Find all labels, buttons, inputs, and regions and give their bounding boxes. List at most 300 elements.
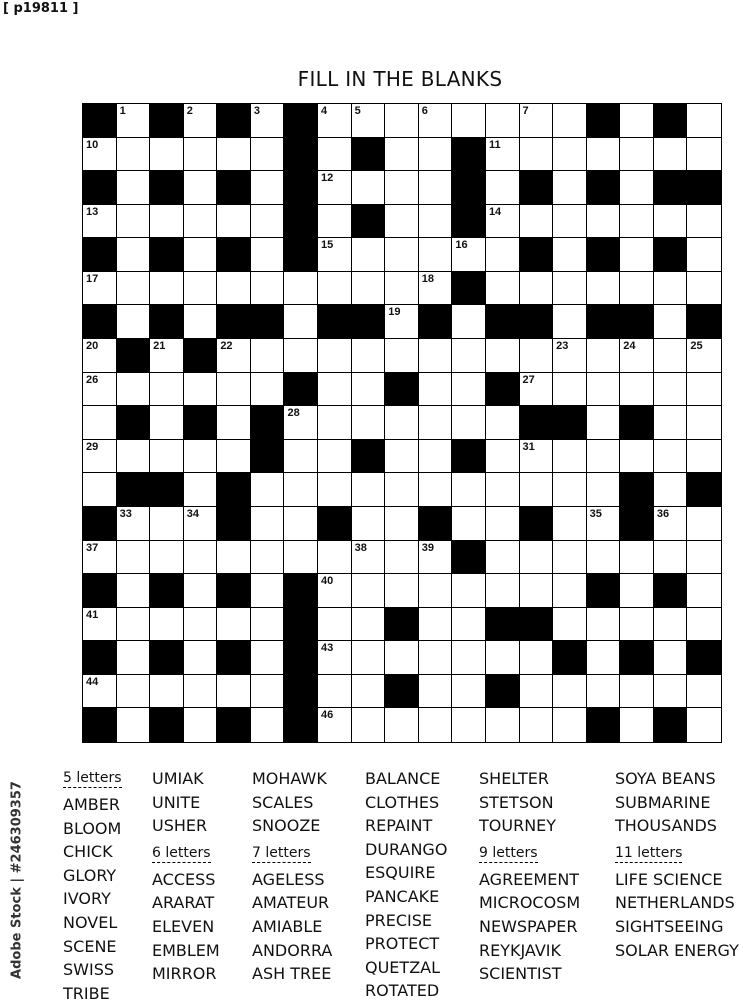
grid-cell[interactable] — [587, 440, 621, 474]
grid-cell[interactable] — [587, 205, 621, 239]
clue-number: 39 — [421, 541, 435, 554]
grid-cell[interactable] — [620, 440, 654, 474]
grid-cell[interactable] — [452, 473, 486, 507]
grid-cell[interactable] — [385, 473, 419, 507]
grid-cell[interactable] — [486, 272, 520, 306]
grid-cell[interactable] — [117, 574, 151, 608]
grid-cell[interactable] — [83, 205, 117, 239]
grid-cell[interactable] — [117, 675, 151, 709]
grid-cell[interactable] — [150, 507, 184, 541]
grid-cell[interactable] — [452, 339, 486, 373]
grid-cell[interactable] — [687, 541, 721, 575]
grid-cell[interactable] — [184, 541, 218, 575]
grid-cell[interactable] — [352, 608, 386, 642]
grid-cell[interactable] — [520, 675, 554, 709]
grid-cell[interactable] — [117, 305, 151, 339]
word-length-header: 7 letters — [252, 844, 311, 861]
grid-cell[interactable] — [553, 373, 587, 407]
grid-cell[interactable] — [150, 339, 184, 373]
grid-cell[interactable] — [251, 339, 285, 373]
grid-cell[interactable] — [385, 305, 419, 339]
grid-cell[interactable] — [654, 339, 688, 373]
grid-cell[interactable] — [217, 205, 251, 239]
grid-cell[interactable] — [385, 138, 419, 172]
grid-cell[interactable] — [217, 541, 251, 575]
grid-cell[interactable] — [352, 641, 386, 675]
grid-cell[interactable] — [520, 272, 554, 306]
grid-cell[interactable] — [83, 440, 117, 474]
grid-cell[interactable] — [318, 708, 352, 742]
grid-cell[interactable] — [486, 104, 520, 138]
grid-cell[interactable] — [284, 305, 318, 339]
grid-cell[interactable] — [184, 473, 218, 507]
grid-cell[interactable] — [284, 440, 318, 474]
grid-cell[interactable] — [419, 440, 453, 474]
grid-cell[interactable] — [251, 205, 285, 239]
grid-cell[interactable] — [150, 138, 184, 172]
black-cell — [150, 171, 184, 205]
grid-cell[interactable] — [520, 708, 554, 742]
grid-cell[interactable] — [83, 138, 117, 172]
grid-cell[interactable] — [486, 541, 520, 575]
grid-cell[interactable] — [654, 507, 688, 541]
grid-cell[interactable] — [687, 373, 721, 407]
grid-cell[interactable] — [284, 272, 318, 306]
grid-cell[interactable] — [251, 608, 285, 642]
grid-cell[interactable] — [687, 272, 721, 306]
grid-cell[interactable] — [553, 272, 587, 306]
grid-cell[interactable] — [83, 608, 117, 642]
clue-number: 34 — [186, 507, 199, 520]
black-cell — [150, 305, 184, 339]
grid-cell[interactable] — [318, 473, 352, 507]
grid-cell[interactable] — [352, 541, 386, 575]
grid-cell[interactable] — [654, 138, 688, 172]
grid-cell[interactable] — [352, 473, 386, 507]
grid-cell[interactable] — [520, 104, 554, 138]
black-cell — [520, 171, 554, 205]
black-cell — [150, 104, 184, 138]
grid-cell[interactable] — [217, 138, 251, 172]
grid-cell[interactable] — [150, 541, 184, 575]
black-cell — [217, 641, 251, 675]
crossword-grid — [82, 103, 722, 743]
grid-cell[interactable] — [553, 339, 587, 373]
black-cell — [486, 608, 520, 642]
grid-cell[interactable] — [150, 406, 184, 440]
grid-cell[interactable] — [654, 373, 688, 407]
grid-cell[interactable] — [452, 641, 486, 675]
grid-cell[interactable] — [352, 339, 386, 373]
clue-number: 29 — [86, 440, 99, 453]
grid-cell[interactable] — [318, 641, 352, 675]
grid-cell[interactable] — [284, 473, 318, 507]
grid-cell[interactable] — [352, 104, 386, 138]
grid-cell[interactable] — [587, 138, 621, 172]
grid-cell[interactable] — [385, 205, 419, 239]
grid-cell[interactable] — [217, 406, 251, 440]
grid-cell[interactable] — [318, 138, 352, 172]
grid-cell[interactable] — [352, 171, 386, 205]
grid-cell[interactable] — [520, 574, 554, 608]
grid-cell[interactable] — [184, 305, 218, 339]
grid-cell[interactable] — [486, 138, 520, 172]
grid-cell[interactable] — [184, 574, 218, 608]
grid-cell[interactable] — [620, 104, 654, 138]
grid-cell[interactable] — [284, 507, 318, 541]
grid-cell[interactable] — [117, 205, 151, 239]
grid-cell[interactable] — [385, 339, 419, 373]
grid-cell[interactable] — [553, 608, 587, 642]
grid-cell[interactable] — [284, 339, 318, 373]
grid-cell[interactable] — [117, 373, 151, 407]
word-length-header: 6 letters — [152, 844, 211, 861]
grid-cell[interactable] — [184, 708, 218, 742]
grid-cell[interactable] — [687, 708, 721, 742]
grid-cell[interactable] — [620, 608, 654, 642]
grid-cell[interactable] — [385, 541, 419, 575]
grid-cell[interactable] — [217, 272, 251, 306]
grid-cell[interactable] — [419, 272, 453, 306]
grid-cell[interactable] — [419, 339, 453, 373]
grid-cell[interactable] — [419, 205, 453, 239]
grid-cell[interactable] — [620, 171, 654, 205]
grid-cell[interactable] — [352, 373, 386, 407]
grid-cell[interactable] — [217, 675, 251, 709]
grid-cell[interactable] — [385, 574, 419, 608]
grid-cell[interactable] — [251, 473, 285, 507]
grid-cell[interactable] — [251, 104, 285, 138]
grid-cell[interactable] — [419, 608, 453, 642]
grid-cell[interactable] — [654, 473, 688, 507]
grid-cell[interactable] — [251, 675, 285, 709]
grid-cell[interactable] — [352, 238, 386, 272]
grid-cell[interactable] — [654, 641, 688, 675]
grid-cell[interactable] — [520, 205, 554, 239]
grid-cell[interactable] — [620, 675, 654, 709]
grid-cell[interactable] — [318, 339, 352, 373]
black-cell — [654, 708, 688, 742]
grid-cell[interactable] — [117, 541, 151, 575]
grid-cell[interactable] — [486, 507, 520, 541]
grid-cell[interactable] — [117, 272, 151, 306]
grid-cell[interactable] — [284, 406, 318, 440]
grid-cell[interactable] — [486, 406, 520, 440]
grid-cell[interactable] — [251, 272, 285, 306]
grid-cell[interactable] — [654, 406, 688, 440]
grid-cell[interactable] — [184, 104, 218, 138]
grid-cell[interactable] — [117, 238, 151, 272]
grid-cell[interactable] — [352, 406, 386, 440]
grid-cell[interactable] — [452, 608, 486, 642]
grid-cell[interactable] — [184, 205, 218, 239]
grid-cell[interactable] — [587, 541, 621, 575]
grid-cell[interactable] — [83, 339, 117, 373]
grid-cell[interactable] — [318, 104, 352, 138]
grid-cell[interactable] — [217, 608, 251, 642]
grid-cell[interactable] — [419, 171, 453, 205]
grid-cell[interactable] — [452, 675, 486, 709]
grid-cell[interactable] — [553, 104, 587, 138]
grid-cell[interactable] — [620, 541, 654, 575]
grid-cell[interactable] — [150, 205, 184, 239]
clue-number: 2 — [186, 105, 193, 117]
grid-cell[interactable] — [687, 406, 721, 440]
word-list-item: ANDORRA — [252, 940, 333, 960]
grid-cell[interactable] — [150, 373, 184, 407]
word-length-header: 9 letters — [479, 844, 538, 861]
grid-cell[interactable] — [419, 138, 453, 172]
grid-cell[interactable] — [251, 541, 285, 575]
grid-cell[interactable] — [553, 171, 587, 205]
grid-cell[interactable] — [587, 473, 621, 507]
grid-cell[interactable] — [318, 440, 352, 474]
grid-cell[interactable] — [587, 373, 621, 407]
grid-cell[interactable] — [251, 708, 285, 742]
grid-cell[interactable] — [318, 574, 352, 608]
grid-cell[interactable] — [486, 574, 520, 608]
grid-cell[interactable] — [251, 574, 285, 608]
grid-cell[interactable] — [419, 641, 453, 675]
black-cell — [150, 708, 184, 742]
black-cell — [452, 272, 486, 306]
grid-cell[interactable] — [620, 238, 654, 272]
grid-cell[interactable] — [385, 238, 419, 272]
grid-cell[interactable] — [419, 238, 453, 272]
grid-cell[interactable] — [318, 272, 352, 306]
grid-cell[interactable] — [587, 339, 621, 373]
grid-cell[interactable] — [654, 440, 688, 474]
grid-cell[interactable] — [83, 473, 117, 507]
grid-cell[interactable] — [486, 205, 520, 239]
word-list-item: SWISS — [63, 960, 115, 980]
grid-cell[interactable] — [385, 440, 419, 474]
grid-cell[interactable] — [150, 440, 184, 474]
grid-cell[interactable] — [318, 675, 352, 709]
grid-cell[interactable] — [352, 708, 386, 742]
grid-cell[interactable] — [452, 238, 486, 272]
grid-cell[interactable] — [117, 104, 151, 138]
grid-cell[interactable] — [687, 507, 721, 541]
grid-cell[interactable] — [318, 406, 352, 440]
grid-cell[interactable] — [251, 171, 285, 205]
grid-cell[interactable] — [620, 205, 654, 239]
black-cell — [654, 171, 688, 205]
grid-cell[interactable] — [184, 373, 218, 407]
word-list-item: ROTATED — [365, 981, 440, 1001]
grid-cell[interactable] — [318, 205, 352, 239]
grid-cell[interactable] — [352, 574, 386, 608]
grid-cell[interactable] — [352, 675, 386, 709]
grid-cell[interactable] — [419, 708, 453, 742]
grid-cell[interactable] — [452, 104, 486, 138]
grid-cell[interactable] — [654, 675, 688, 709]
grid-cell[interactable] — [184, 440, 218, 474]
grid-cell[interactable] — [117, 708, 151, 742]
grid-cell[interactable] — [318, 238, 352, 272]
grid-cell[interactable] — [385, 406, 419, 440]
word-list-item: NETHERLANDS — [615, 893, 735, 913]
grid-cell[interactable] — [620, 574, 654, 608]
grid-cell[interactable] — [217, 373, 251, 407]
grid-cell[interactable] — [486, 171, 520, 205]
grid-cell[interactable] — [385, 507, 419, 541]
grid-cell[interactable] — [117, 608, 151, 642]
grid-cell[interactable] — [620, 708, 654, 742]
grid-cell[interactable] — [520, 373, 554, 407]
grid-cell[interactable] — [687, 205, 721, 239]
grid-cell[interactable] — [352, 272, 386, 306]
grid-cell[interactable] — [117, 138, 151, 172]
grid-cell[interactable] — [150, 675, 184, 709]
grid-cell[interactable] — [654, 541, 688, 575]
grid-cell[interactable] — [217, 339, 251, 373]
grid-cell[interactable] — [452, 507, 486, 541]
grid-cell[interactable] — [419, 574, 453, 608]
grid-cell[interactable] — [385, 708, 419, 742]
grid-cell[interactable] — [385, 171, 419, 205]
grid-cell[interactable] — [654, 272, 688, 306]
grid-cell[interactable] — [620, 373, 654, 407]
grid-cell[interactable] — [385, 272, 419, 306]
grid-cell[interactable] — [486, 641, 520, 675]
grid-cell[interactable] — [654, 608, 688, 642]
grid-cell[interactable] — [83, 272, 117, 306]
grid-cell[interactable] — [587, 272, 621, 306]
grid-cell[interactable] — [419, 406, 453, 440]
grid-cell[interactable] — [553, 507, 587, 541]
grid-cell[interactable] — [184, 171, 218, 205]
grid-cell[interactable] — [184, 238, 218, 272]
grid-cell[interactable] — [520, 473, 554, 507]
grid-cell[interactable] — [687, 574, 721, 608]
grid-cell[interactable] — [251, 238, 285, 272]
black-cell — [217, 305, 251, 339]
grid-cell[interactable] — [117, 507, 151, 541]
grid-cell[interactable] — [520, 339, 554, 373]
black-cell — [217, 574, 251, 608]
grid-cell[interactable] — [83, 675, 117, 709]
word-list-item: PRECISE — [365, 910, 433, 930]
grid-cell[interactable] — [251, 641, 285, 675]
grid-cell[interactable] — [687, 339, 721, 373]
grid-cell[interactable] — [284, 541, 318, 575]
grid-cell[interactable] — [520, 440, 554, 474]
grid-cell[interactable] — [654, 205, 688, 239]
grid-cell[interactable] — [587, 641, 621, 675]
grid-cell[interactable] — [184, 272, 218, 306]
grid-cell[interactable] — [553, 541, 587, 575]
grid-cell[interactable] — [117, 641, 151, 675]
clue-number: 43 — [321, 642, 334, 655]
grid-cell[interactable] — [553, 473, 587, 507]
grid-cell[interactable] — [419, 473, 453, 507]
grid-cell[interactable] — [553, 708, 587, 742]
grid-cell[interactable] — [318, 608, 352, 642]
grid-cell[interactable] — [419, 373, 453, 407]
grid-cell[interactable] — [620, 272, 654, 306]
grid-cell[interactable] — [83, 406, 117, 440]
word-list-item: SOLAR ENERGY — [615, 940, 739, 960]
grid-cell[interactable] — [452, 574, 486, 608]
grid-cell[interactable] — [352, 507, 386, 541]
grid-cell[interactable] — [251, 373, 285, 407]
grid-cell[interactable] — [117, 440, 151, 474]
grid-cell[interactable] — [587, 608, 621, 642]
grid-cell[interactable] — [687, 675, 721, 709]
grid-cell[interactable] — [687, 104, 721, 138]
grid-cell[interactable] — [553, 305, 587, 339]
grid-cell[interactable] — [687, 138, 721, 172]
grid-cell[interactable] — [452, 373, 486, 407]
grid-cell[interactable] — [318, 171, 352, 205]
grid-cell[interactable] — [184, 641, 218, 675]
word-list-item: MOHAWK — [252, 769, 327, 788]
grid-cell[interactable] — [419, 675, 453, 709]
grid-cell[interactable] — [150, 608, 184, 642]
grid-cell[interactable] — [687, 440, 721, 474]
clue-number: 35 — [589, 507, 602, 520]
grid-cell[interactable] — [587, 507, 621, 541]
grid-cell[interactable] — [184, 507, 218, 541]
grid-cell[interactable] — [385, 104, 419, 138]
grid-cell[interactable] — [419, 104, 453, 138]
grid-cell[interactable] — [217, 440, 251, 474]
grid-cell[interactable] — [587, 675, 621, 709]
grid-cell[interactable] — [553, 440, 587, 474]
grid-cell[interactable] — [553, 238, 587, 272]
grid-cell[interactable] — [486, 473, 520, 507]
grid-cell[interactable] — [520, 641, 554, 675]
grid-cell[interactable] — [486, 238, 520, 272]
grid-cell[interactable] — [620, 138, 654, 172]
grid-cell[interactable] — [553, 138, 587, 172]
grid-cell[interactable] — [251, 507, 285, 541]
grid-cell[interactable] — [452, 406, 486, 440]
grid-cell[interactable] — [452, 305, 486, 339]
grid-cell[interactable] — [620, 339, 654, 373]
grid-cell[interactable] — [520, 541, 554, 575]
black-cell — [150, 238, 184, 272]
grid-cell[interactable] — [83, 541, 117, 575]
grid-cell[interactable] — [318, 373, 352, 407]
grid-cell[interactable] — [553, 675, 587, 709]
grid-cell[interactable] — [553, 205, 587, 239]
word-list-item: IVORY — [63, 889, 111, 909]
grid-cell[interactable] — [687, 238, 721, 272]
grid-cell[interactable] — [486, 708, 520, 742]
black-cell — [587, 238, 621, 272]
grid-cell[interactable] — [318, 541, 352, 575]
grid-cell[interactable] — [486, 440, 520, 474]
grid-cell[interactable] — [184, 138, 218, 172]
grid-cell[interactable] — [385, 641, 419, 675]
grid-cell[interactable] — [520, 138, 554, 172]
grid-cell[interactable] — [553, 574, 587, 608]
grid-cell[interactable] — [83, 373, 117, 407]
grid-cell[interactable] — [687, 608, 721, 642]
grid-cell[interactable] — [654, 305, 688, 339]
grid-cell[interactable] — [587, 406, 621, 440]
grid-cell[interactable] — [184, 608, 218, 642]
grid-cell[interactable] — [184, 675, 218, 709]
grid-cell[interactable] — [150, 272, 184, 306]
grid-cell[interactable] — [251, 138, 285, 172]
grid-cell[interactable] — [117, 171, 151, 205]
grid-cell[interactable] — [419, 541, 453, 575]
grid-cell[interactable] — [486, 339, 520, 373]
grid-cell[interactable] — [452, 708, 486, 742]
